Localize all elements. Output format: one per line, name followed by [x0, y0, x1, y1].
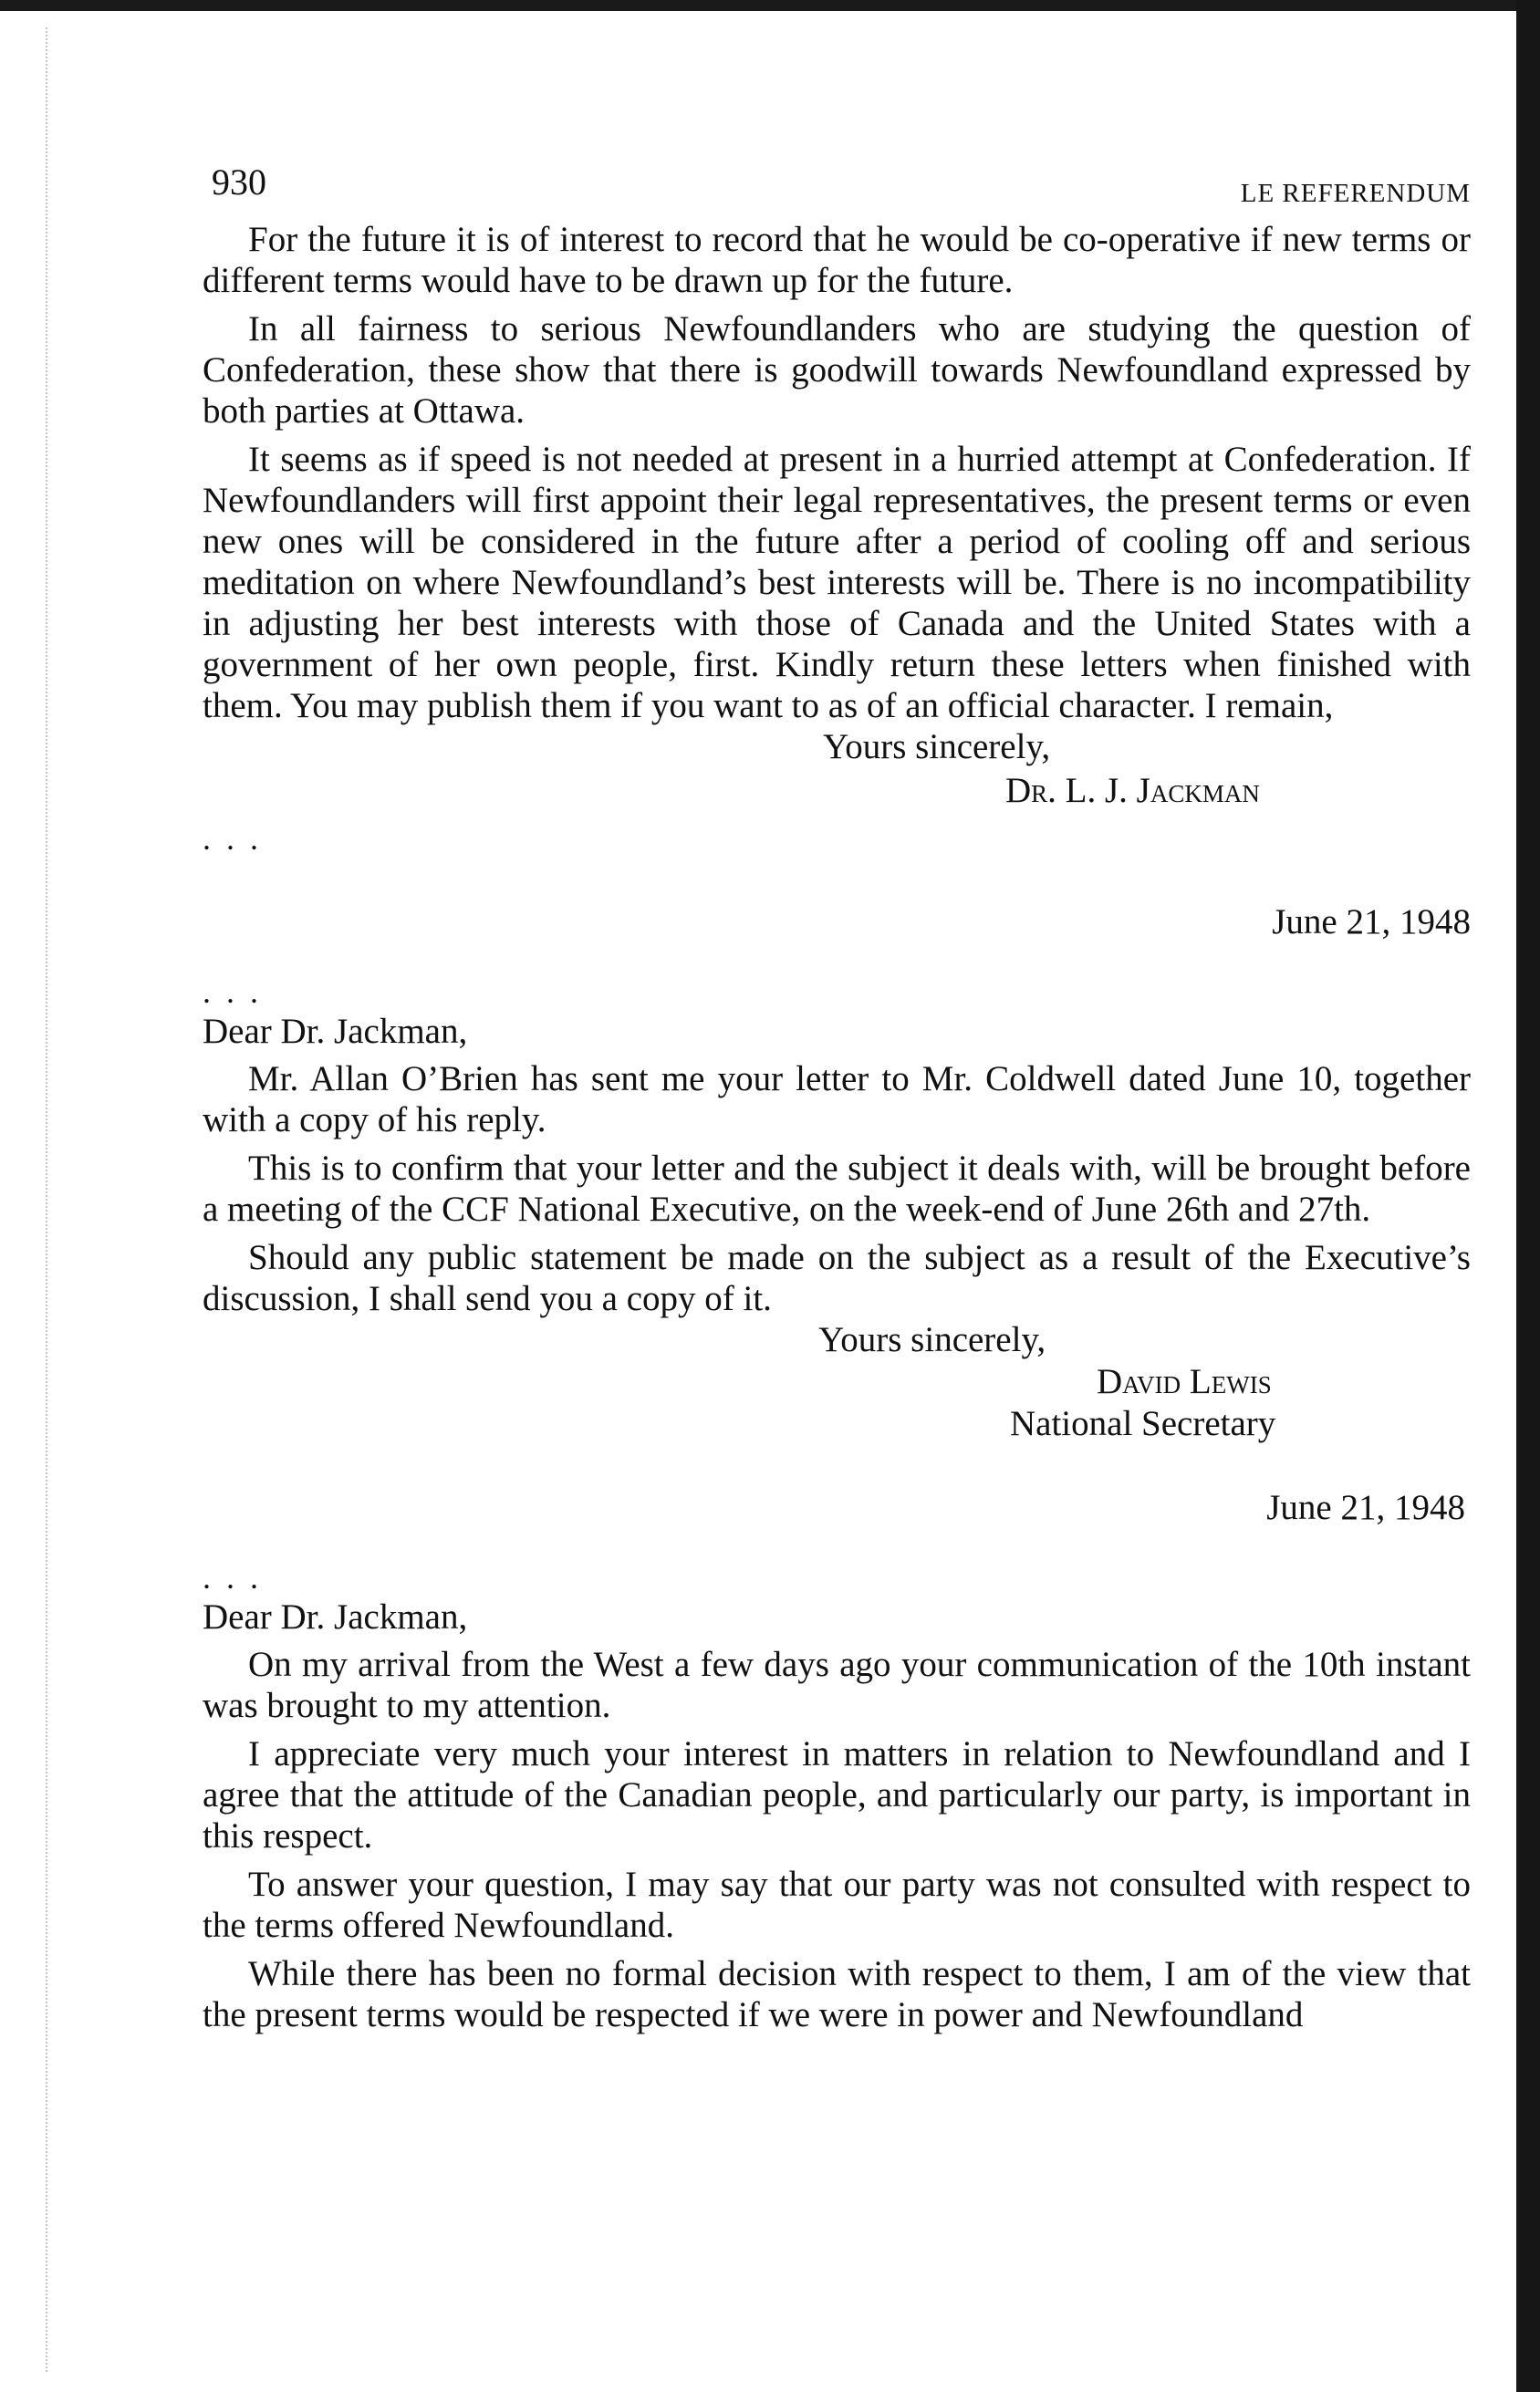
signer-title: National Secretary: [1010, 1404, 1276, 1443]
salutation: Dear Dr. Jackman,: [203, 1597, 468, 1637]
scan-border-right: [1516, 0, 1540, 2392]
letter-date: June 21, 1948: [1266, 1488, 1465, 1527]
paragraph: It seems as if speed is not needed at present in a hurried attempt at Confederation. If Newfoundlanders will first appoint their legal representatives, the present terms or even new ones will be considered in the future after a period of cooling off and serious meditation on where Newfoundland’s best interests will be. There is no incompatibility in adjusting her best interests with those of Canada and the United States with a government of her own people, first. Kindly return these letters when finished with them. You may publish them if you want to as of an official character. I remain,: [203, 440, 1471, 725]
paragraph: On my arrival from the West a few days ago your communication of the 10th instant was brought to my attention.: [203, 1645, 1471, 1725]
salutation: Dear Dr. Jackman,: [203, 1012, 468, 1051]
letter-date: June 21, 1948: [1272, 902, 1471, 941]
paragraph: Should any public statement be made on the subject as a result of the Executive’s discussion, I shall send you a copy of it.: [203, 1238, 1471, 1318]
ellipsis: . . .: [203, 820, 262, 857]
paragraph: This is to confirm that your letter and the subject it deals with, will be brought before a meeting of the CCF National Executive, on the week-end of June 26th and 27th.: [203, 1149, 1471, 1229]
letter-jackman: [203, 219, 1471, 812]
ellipsis: . . .: [203, 1559, 262, 1596]
signer: Dr. L. J. Jackman: [1005, 771, 1260, 810]
signer: David Lewis: [1097, 1362, 1272, 1401]
paragraph: To answer your question, I may say that our party was not consulted with respect to the terms offered Newfoundland.: [203, 1865, 1471, 1945]
page-header: [203, 155, 1471, 219]
running-head: LE REFERENDUM: [1240, 179, 1471, 208]
letter-lewis: [203, 901, 1471, 1445]
closing: Yours sincerely,: [818, 1320, 1046, 1359]
paragraph: Mr. Allan O’Brien has sent me your letter to Mr. Coldwell dated June 10, together with a copy of his reply.: [203, 1059, 1471, 1139]
paragraph: For the future it is of interest to record that he would be co-operative if new terms or different terms would have to be drawn up for the future.: [203, 220, 1471, 300]
closing: Yours sincerely,: [823, 727, 1051, 766]
paragraph: I appreciate very much your interest in matters in relation to Newfoundland and I agree that the attitude of the Canadian people, and particularly our party, is important in this respect.: [203, 1734, 1471, 1856]
paragraph: In all fairness to serious Newfoundlanders who are studying the question of Confederation, these show that there is goodwill towards Newfoundland expressed by both parties at Ottawa.: [203, 309, 1471, 431]
letter-unsigned: [203, 1487, 1471, 2035]
document-page: [203, 155, 1471, 2043]
paragraph: While there has been no formal decision with respect to them, I am of the view that the present terms would be respected if we were in power and Newfoundland: [203, 1954, 1471, 2034]
page-number: 930: [212, 161, 266, 203]
ellipsis: . . .: [203, 973, 262, 1010]
scan-border-top: [0, 0, 1540, 11]
scan-binding-shadow: [46, 27, 50, 2372]
